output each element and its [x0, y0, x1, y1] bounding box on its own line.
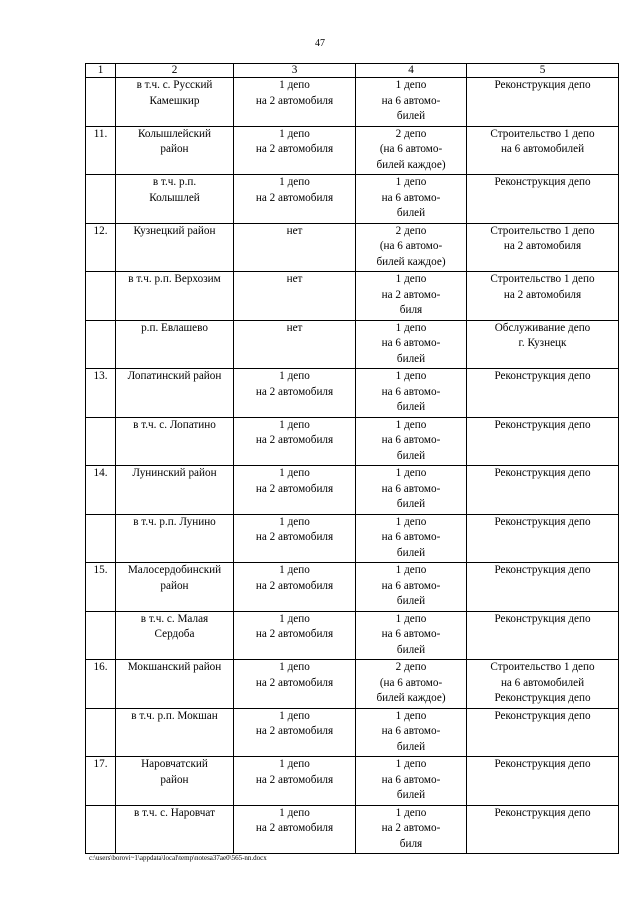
row-number-cell: 13. — [86, 369, 116, 418]
action-cell: Реконструкция депо — [467, 563, 619, 612]
table-row — [86, 126, 619, 175]
required-depots-cell: 1 депо на 2 автомо- биля — [356, 272, 467, 321]
table-row — [86, 708, 619, 757]
existing-depots-cell: 1 депо на 2 автомобиля — [234, 466, 356, 515]
table-row — [86, 78, 619, 127]
existing-depots-cell: 1 депо на 2 автомобиля — [234, 708, 356, 757]
header-cell: 3 — [234, 64, 356, 78]
action-cell: Реконструкция депо — [467, 78, 619, 127]
existing-depots-cell: 1 депо на 2 автомобиля — [234, 514, 356, 563]
existing-depots-cell: 1 депо на 2 автомобиля — [234, 175, 356, 224]
row-number-cell: 11. — [86, 126, 116, 175]
district-cell: р.п. Евлашево — [116, 320, 234, 369]
district-cell: в т.ч. с. Наровчат — [116, 805, 234, 854]
required-depots-cell: 1 депо на 2 автомо- биля — [356, 805, 467, 854]
required-depots-cell: 2 депо (на 6 автомо- билей каждое) — [356, 660, 467, 709]
action-cell: Реконструкция депо — [467, 514, 619, 563]
district-cell: Мокшанский район — [116, 660, 234, 709]
table-row — [86, 466, 619, 515]
row-number-cell: 16. — [86, 660, 116, 709]
required-depots-cell: 1 депо на 6 автомо- билей — [356, 417, 467, 466]
required-depots-cell: 1 депо на 6 автомо- билей — [356, 175, 467, 224]
row-number-cell — [86, 805, 116, 854]
header-cell: 1 — [86, 64, 116, 78]
table-header-row — [86, 64, 619, 78]
existing-depots-cell: 1 депо на 2 автомобиля — [234, 660, 356, 709]
district-cell: в т.ч. р.п. Колышлей — [116, 175, 234, 224]
district-cell: Лопатинский район — [116, 369, 234, 418]
district-cell: в т.ч. с. Русский Камешкир — [116, 78, 234, 127]
existing-depots-cell: нет — [234, 223, 356, 272]
existing-depots-cell: 1 депо на 2 автомобиля — [234, 563, 356, 612]
depot-table — [85, 63, 619, 854]
existing-depots-cell: нет — [234, 272, 356, 321]
district-cell: Колышлейский район — [116, 126, 234, 175]
row-number-cell — [86, 417, 116, 466]
row-number-cell — [86, 175, 116, 224]
page-number: 47 — [315, 38, 325, 49]
row-number-cell: 15. — [86, 563, 116, 612]
district-cell: Кузнецкий район — [116, 223, 234, 272]
required-depots-cell: 2 депо (на 6 автомо- билей каждое) — [356, 223, 467, 272]
table-row — [86, 563, 619, 612]
table-row — [86, 272, 619, 321]
table-body — [86, 64, 619, 854]
required-depots-cell: 1 депо на 6 автомо- билей — [356, 78, 467, 127]
row-number-cell: 12. — [86, 223, 116, 272]
required-depots-cell: 1 депо на 6 автомо- билей — [356, 708, 467, 757]
existing-depots-cell: 1 депо на 2 автомобиля — [234, 78, 356, 127]
row-number-cell — [86, 611, 116, 660]
action-cell: Строительство 1 депо на 6 автомобилей — [467, 126, 619, 175]
district-cell: в т.ч. с. Малая Сердоба — [116, 611, 234, 660]
action-cell: Реконструкция депо — [467, 708, 619, 757]
action-cell: Строительство 1 депо на 2 автомобиля — [467, 272, 619, 321]
action-cell: Обслуживание депо г. Кузнецк — [467, 320, 619, 369]
header-cell: 4 — [356, 64, 467, 78]
action-cell: Реконструкция депо — [467, 466, 619, 515]
existing-depots-cell: нет — [234, 320, 356, 369]
action-cell: Строительство 1 депо на 6 автомобилей Реконструкция депо — [467, 660, 619, 709]
district-cell: Наровчатский район — [116, 757, 234, 806]
action-cell: Реконструкция депо — [467, 175, 619, 224]
district-cell: Малосердобинский район — [116, 563, 234, 612]
row-number-cell — [86, 514, 116, 563]
table-row — [86, 320, 619, 369]
required-depots-cell: 1 депо на 6 автомо- билей — [356, 466, 467, 515]
header-cell: 2 — [116, 64, 234, 78]
required-depots-cell: 1 депо на 6 автомо- билей — [356, 757, 467, 806]
table-row — [86, 660, 619, 709]
row-number-cell: 14. — [86, 466, 116, 515]
row-number-cell: 17. — [86, 757, 116, 806]
table-row — [86, 369, 619, 418]
action-cell: Реконструкция депо — [467, 611, 619, 660]
header-cell: 5 — [467, 64, 619, 78]
district-cell: в т.ч. р.п. Верхозим — [116, 272, 234, 321]
table-row — [86, 757, 619, 806]
row-number-cell — [86, 78, 116, 127]
action-cell: Реконструкция депо — [467, 369, 619, 418]
district-cell: в т.ч. с. Лопатино — [116, 417, 234, 466]
required-depots-cell: 1 депо на 6 автомо- билей — [356, 563, 467, 612]
existing-depots-cell: 1 депо на 2 автомобиля — [234, 611, 356, 660]
table-row — [86, 805, 619, 854]
row-number-cell — [86, 320, 116, 369]
required-depots-cell: 1 депо на 6 автомо- билей — [356, 611, 467, 660]
district-cell: в т.ч. р.п. Мокшан — [116, 708, 234, 757]
required-depots-cell: 1 депо на 6 автомо- билей — [356, 514, 467, 563]
action-cell: Реконструкция депо — [467, 757, 619, 806]
row-number-cell — [86, 272, 116, 321]
district-cell: Лунинский район — [116, 466, 234, 515]
row-number-cell — [86, 708, 116, 757]
table-row — [86, 417, 619, 466]
district-cell: в т.ч. р.п. Лунино — [116, 514, 234, 563]
table-row — [86, 223, 619, 272]
existing-depots-cell: 1 депо на 2 автомобиля — [234, 126, 356, 175]
existing-depots-cell: 1 депо на 2 автомобиля — [234, 369, 356, 418]
existing-depots-cell: 1 депо на 2 автомобиля — [234, 417, 356, 466]
action-cell: Строительство 1 депо на 2 автомобиля — [467, 223, 619, 272]
required-depots-cell: 1 депо на 6 автомо- билей — [356, 369, 467, 418]
action-cell: Реконструкция депо — [467, 417, 619, 466]
required-depots-cell: 1 депо на 6 автомо- билей — [356, 320, 467, 369]
table-row — [86, 611, 619, 660]
action-cell: Реконструкция депо — [467, 805, 619, 854]
table-row — [86, 514, 619, 563]
existing-depots-cell: 1 депо на 2 автомобиля — [234, 757, 356, 806]
footer-file-path: c:\users\borovi~1\appdata\local\temp\notesa37ae0\565-nn.docx — [89, 854, 267, 862]
required-depots-cell: 2 депо (на 6 автомо- билей каждое) — [356, 126, 467, 175]
table-row — [86, 175, 619, 224]
existing-depots-cell: 1 депо на 2 автомобиля — [234, 805, 356, 854]
